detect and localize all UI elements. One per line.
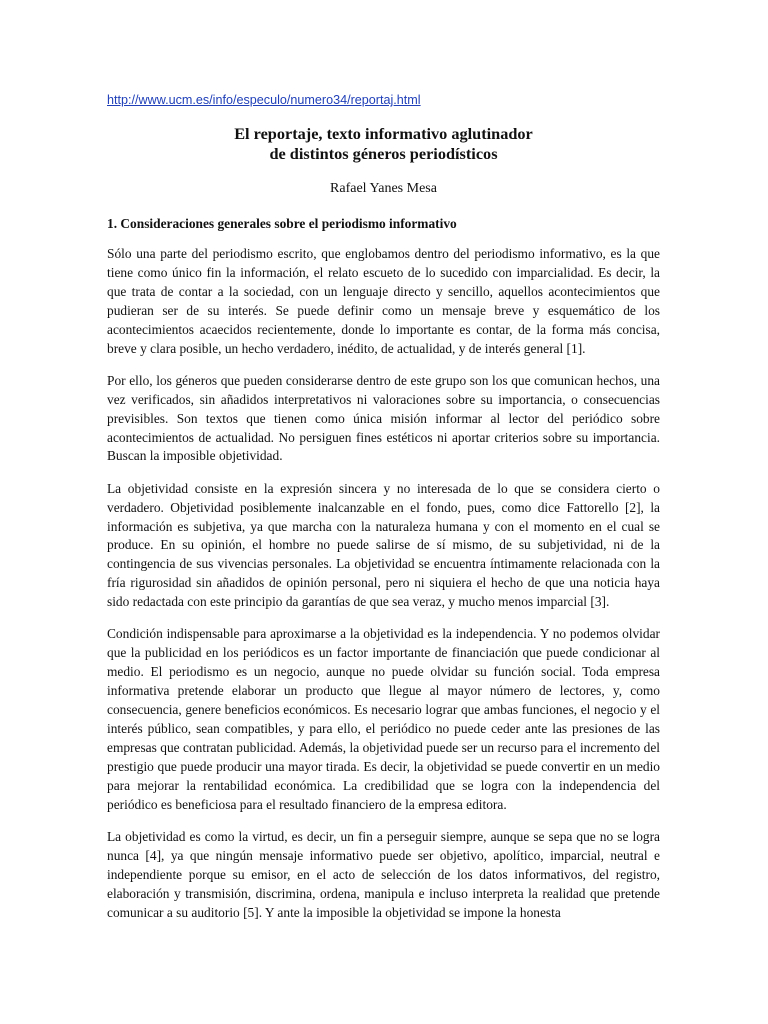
body-paragraph: Por ello, los géneros que pueden considerarse dentro de este grupo son los que comunican hechos, una vez verificados, sin añadidos interpretativos ni valoraciones sobre su importancia, o consecuencias previsibles. Son textos que tienen como única misión informar al lector del periódico sobre acontecimientos de actualidad. No persiguen fines estéticos ni aportar criterios sobre su importancia. Buscan la imposible objetividad. [107,372,660,464]
document-title [107,124,660,164]
body-paragraph: La objetividad consiste en la expresión sincera y no interesada de lo que se considera cierto o verdadero. Objetividad posiblemente inalcanzable en el fondo, pues, como dice Fattorello [2], la información es subjetiva, ya que marcha con la naturaleza humana y con el momento en el cual se produce. En su opinión, el hombre no puede salirse de sí mismo, de su subjetividad, ni de la contingencia de sus vivencias personales. La objetividad se encuentra íntimamente relacionada con la fría rigurosidad sin añadidos de opinión personal, pero ni siquiera el hecho de que una noticia haya sido redactada con este principio da garantías de que sea veraz, y mucho menos imparcial [3]. [107,480,660,610]
document-page [107,90,660,936]
author-name: Rafael Yanes Mesa [330,181,437,196]
section-heading: 1. Consideraciones generales sobre el periodismo informativo [107,216,457,231]
title-line-2: de distintos géneros periodísticos [269,144,498,163]
title-line-1: El reportaje, texto informativo aglutinador [234,124,533,143]
source-url-link[interactable]: http://www.ucm.es/info/especulo/numero34/reportaj.html [107,93,421,107]
body-paragraph: Condición indispensable para aproximarse a la objetividad es la independencia. Y no podemos olvidar que la publicidad en los periódicos es un factor importante de financiación que puede condicionar al medio. El periodismo es un negocio, aunque no puede olvidar su función social. Toda empresa informativa pretende elaborar un producto que llegue al mayor número de lectores, y, como consecuencia, genere beneficios económicos. Es necesario lograr que ambas funciones, el negocio y el interés público, sean compatibles, y para ello, el periódico no puede ceder ante las presiones de las empresas que contratan publicidad. Además, la objetividad puede ser un recurso para el incremento del prestigio que puede producir una mayor tirada. Es decir, la objetividad se puede convertir en un medio para mejorar la rentabilidad económica. La credibilidad que se logra con la independencia del periódico es beneficiosa para el resultado financiero de la empresa editora. [107,626,660,812]
body-paragraph: Sólo una parte del periodismo escrito, que englobamos dentro del periodismo informativo, es la que tiene como único fin la información, el relato escueto de lo sucedido con imparcialidad. Es decir, la que trata de contar a la sociedad, con un lenguaje directo y sencillo, aquellos acontecimientos que pudieran ser de su interés. Se puede definir como un mensaje breve y esquemático de los acontecimientos acaecidos recientemente, donde lo importante es contar, de la forma más concisa, breve y clara posible, un hecho verdadero, inédito, de actualidad, y de interés general [1]. [107,246,660,356]
body-paragraph: La objetividad es como la virtud, es decir, un fin a perseguir siempre, aunque se sepa que no se logra nunca [4], ya que ningún mensaje informativo puede ser objetivo, apolítico, imparcial, neutral e independiente porque su emisor, en el acto de selección de los datos informativos, del registro, elaboración y transmisión, discrimina, ordena, manipula e incluso interpreta la realidad que pretende comunicar a su auditorio [5]. Y ante la imposible la objetividad se impone la honesta [107,828,660,920]
